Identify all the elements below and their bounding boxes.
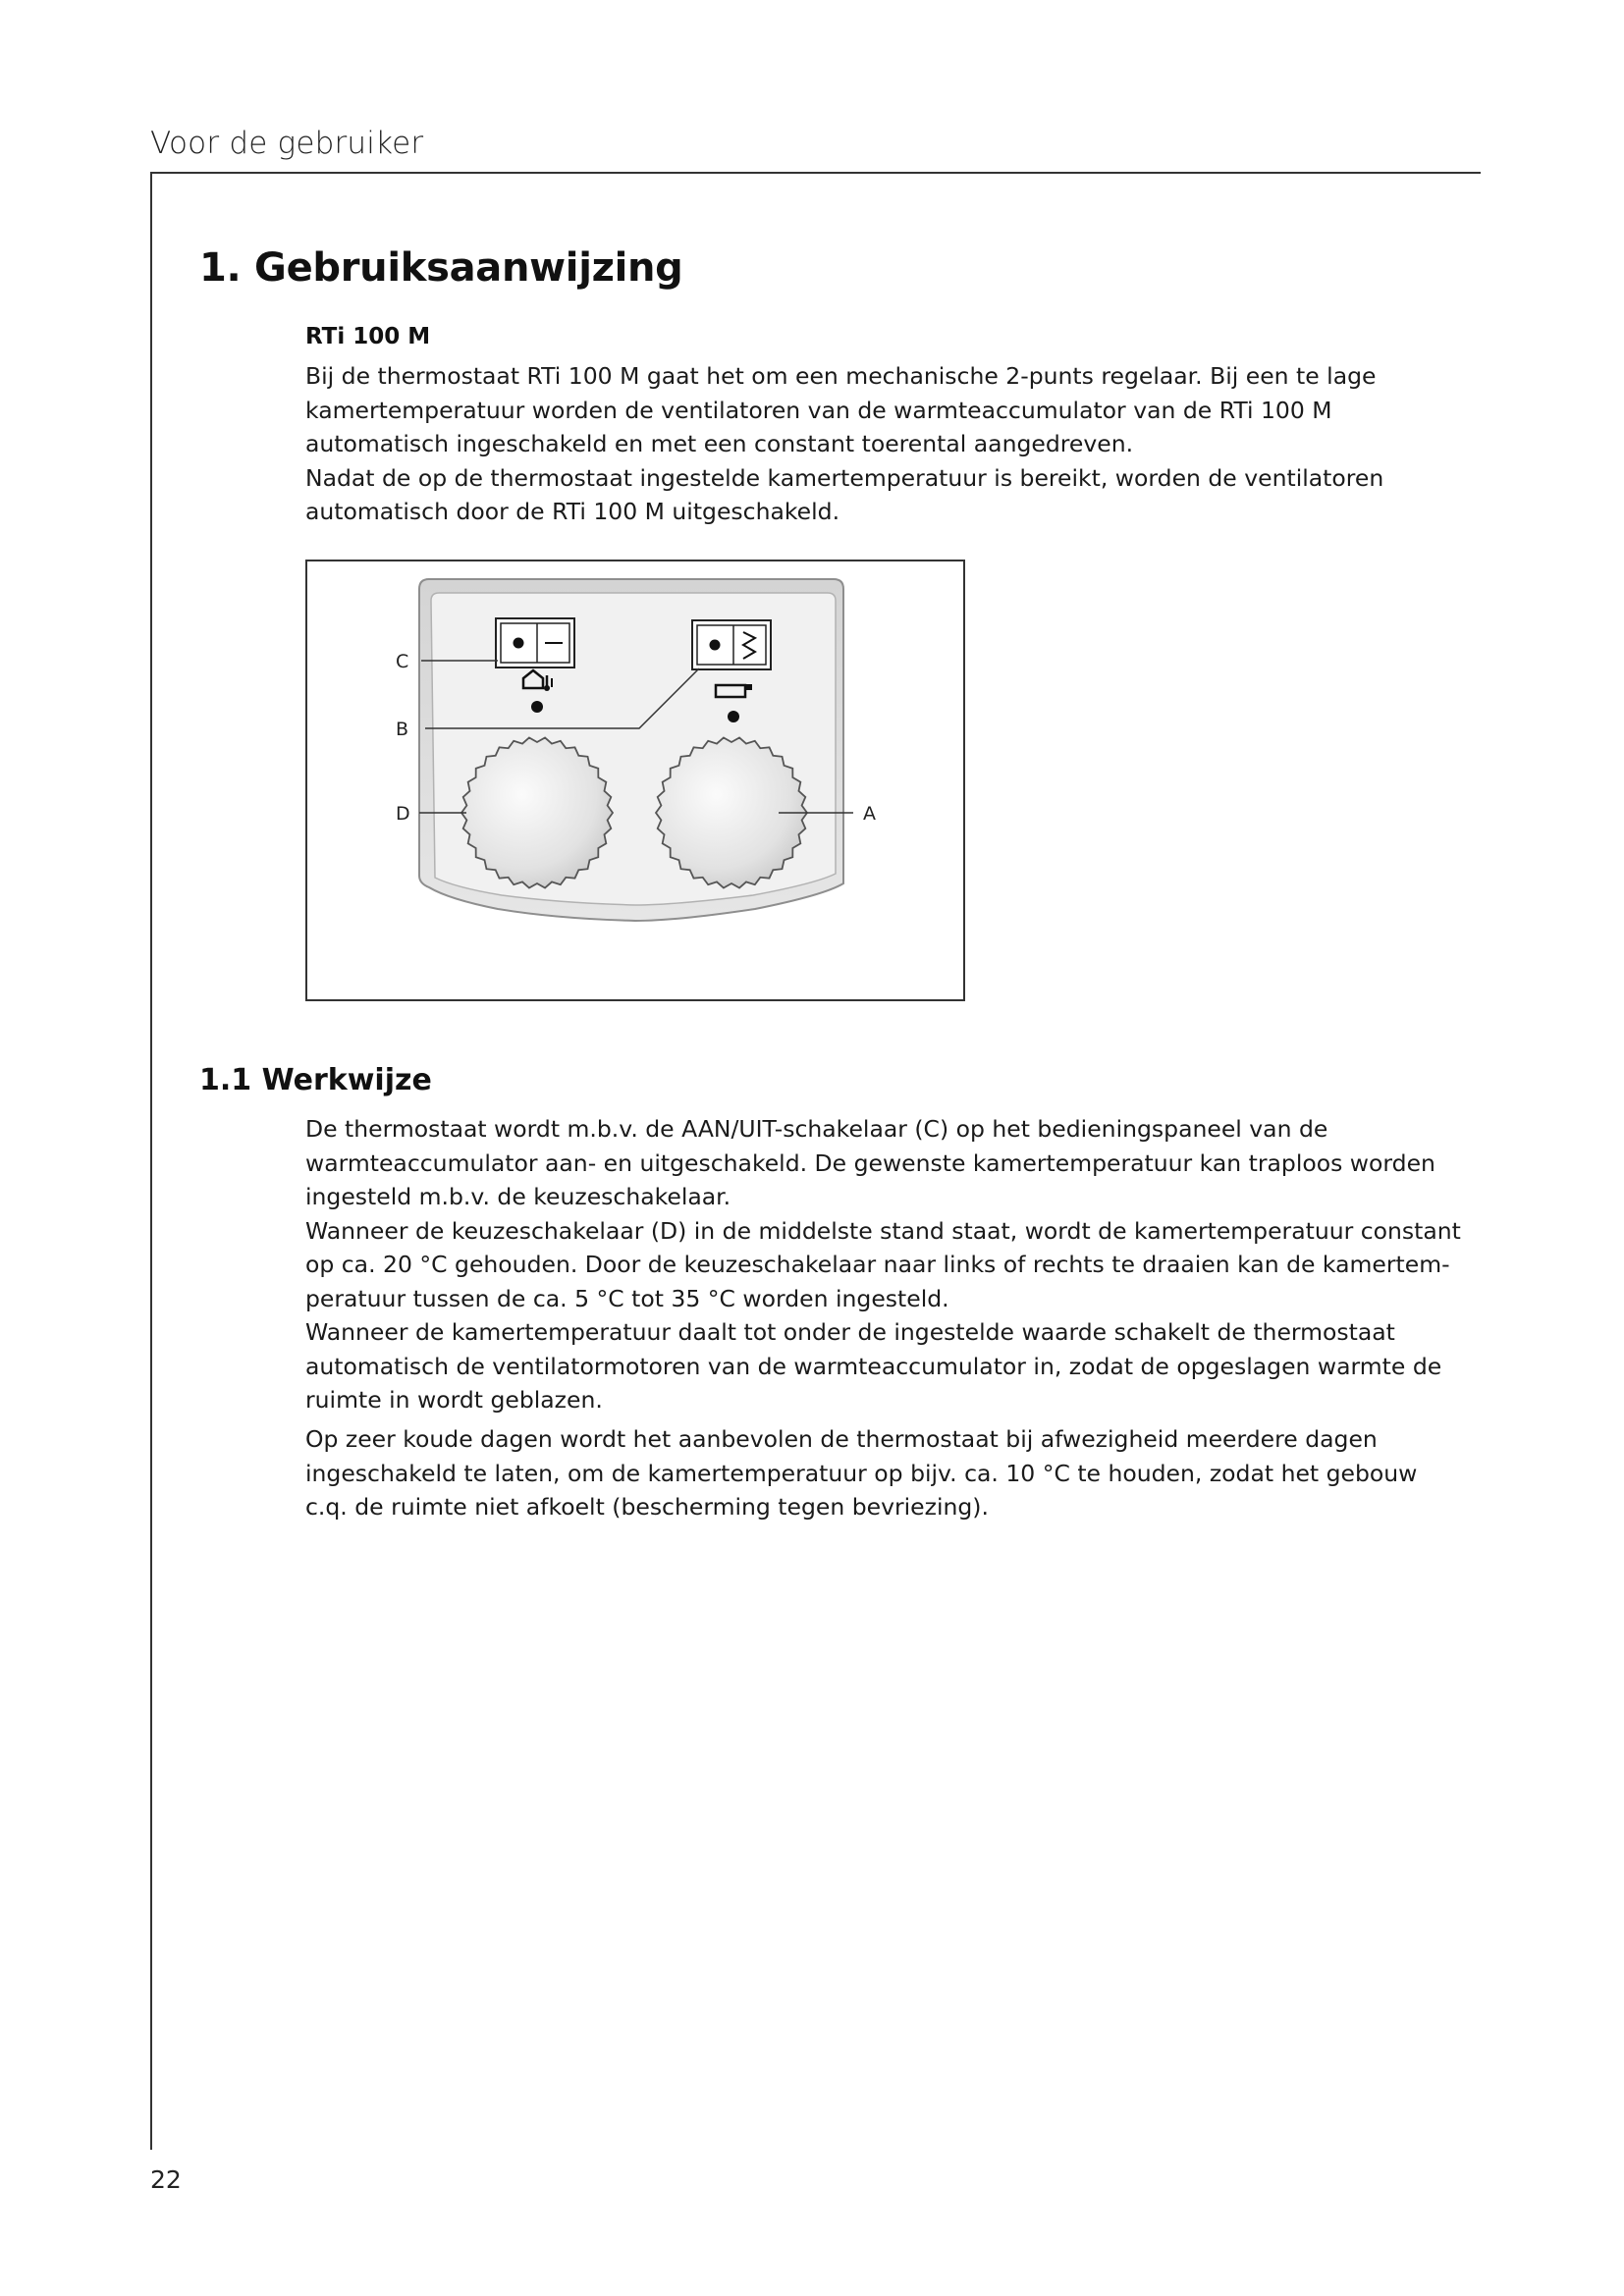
body-line: c.q. de ruimte niet afkoelt (bescherming tegen bevriezing). <box>305 1493 989 1521</box>
indicator-dot-right <box>728 711 739 722</box>
body-line: De thermostaat wordt m.b.v. de AAN/UIT-schakelaar (C) op het bedieningspaneel van de <box>305 1115 1328 1143</box>
body-line: automatisch de ventilatormotoren van de warmteaccumulator in, zodat de opgeslagen warmte de <box>305 1352 1442 1380</box>
body-line: peratuur tussen de ca. 5 °C tot 35 °C worden ingesteld. <box>305 1284 949 1312</box>
intro-paragraph <box>305 359 1383 529</box>
callout-label-c: C <box>396 651 409 672</box>
body-line: Wanneer de kamertemperatuur daalt tot onder de ingestelde waarde schakelt de thermostaat <box>305 1318 1395 1346</box>
body-line: Op zeer koude dagen wordt het aanbevolen de thermostaat bij afwezigheid meerdere dagen <box>305 1425 1378 1453</box>
body-line: op ca. 20 °C gehouden. Door de keuzeschakelaar naar links of rechts te draaien kan de kamertem- <box>305 1251 1450 1278</box>
frost-protection-paragraph <box>305 1422 1417 1524</box>
indicator-dot-left <box>531 701 543 713</box>
page-number: 22 <box>150 2165 182 2194</box>
body-line: Wanneer de keuzeschakelaar (D) in de middelste stand staat, wordt de kamertemperatuur constant <box>305 1216 1461 1245</box>
thermostat-diagram-svg <box>305 560 965 1001</box>
callout-label-b: B <box>396 719 409 740</box>
body-line: warmteaccumulator aan- en uitgeschakeld. De gewenste kamertemperatuur kan traploos worden <box>305 1148 1435 1177</box>
page-title: 1. Gebruiksaanwijzing <box>199 245 683 291</box>
intro-line: Bij de thermostaat RTi 100 M gaat het om een mechanische 2-punts regelaar. Bij een te lage <box>305 362 1377 390</box>
model-subtitle: RTi 100 M <box>305 324 431 349</box>
heating-switch <box>692 620 771 669</box>
on-off-switch-c <box>496 618 574 667</box>
intro-line: kamertemperatuur worden de ventilatoren van de warmteaccumulator van de RTi 100 M <box>305 396 1332 424</box>
body-line: ruimte in wordt geblazen. <box>305 1386 603 1414</box>
callout-label-a: A <box>863 803 876 825</box>
margin-rule <box>150 172 152 2150</box>
body-line: ingesteld m.b.v. de keuzeschakelaar. <box>305 1183 731 1210</box>
header-rule <box>150 172 1481 174</box>
intro-line: automatisch door de RTi 100 M uitgeschakeld. <box>305 498 840 525</box>
intro-line: automatisch ingeschakeld en met een constant toerental aangedreven. <box>305 430 1134 457</box>
running-header: Voor de gebruiker <box>150 126 424 161</box>
thermostat-diagram <box>305 560 965 1001</box>
intro-line: Nadat de op de thermostaat ingestelde kamertemperatuur is bereikt, worden de ventilatoren <box>305 463 1384 492</box>
section-heading: 1.1 Werkwijze <box>199 1063 432 1097</box>
procedure-paragraph <box>305 1112 1461 1417</box>
callout-label-d: D <box>396 803 410 825</box>
body-line: ingeschakeld te laten, om de kamertemperatuur op bijv. ca. 10 °C te houden, zodat het gebouw <box>305 1459 1418 1487</box>
